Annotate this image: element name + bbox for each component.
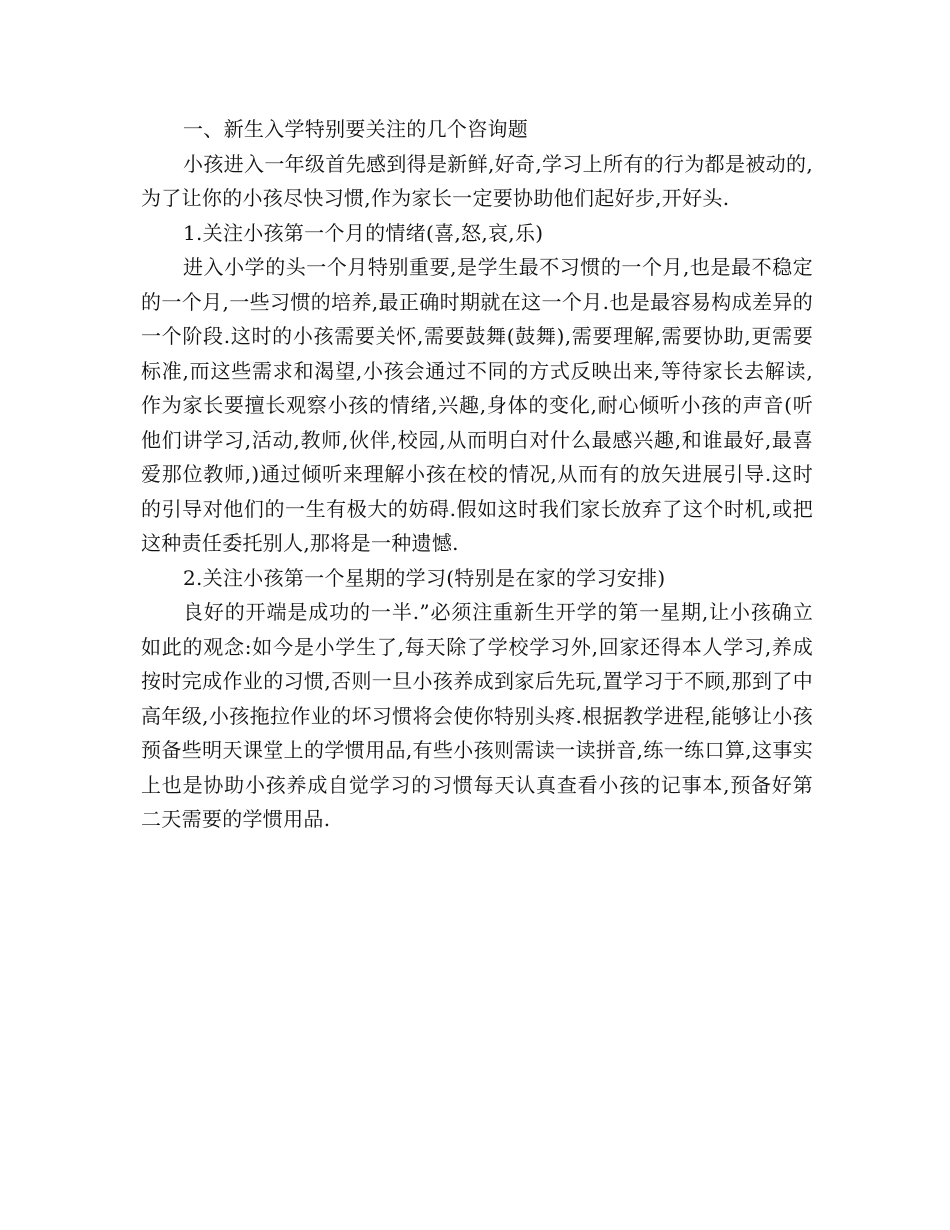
subheading-first-month: 1.关注小孩第一个月的情绪(喜,怒,哀,乐) xyxy=(183,220,544,245)
subheading-first-week: 2.关注小孩第一个星期的学习(特别是在家的学习安排) xyxy=(183,565,666,590)
section-heading: 一、新生入学特别要关注的几个咨询题 xyxy=(183,117,529,141)
first-month-paragraph: 进入小学的头一个月特别重要,是学生最不习惯的一个月,也是最不稳定的一个月,一些习惯的培养,最正确时期就在这一个月.也是最容易构成差异的一个阶段.这时的小孩需要关怀,需要鼓舞(鼓舞),需要理解,需要协助,更需要标准,而这些需求和渴望,小孩会通过不同的方式反映出来,等待家长去解读,作为家长要擅长观察小孩的情绪,兴趣,身体的变化,耐心倾听小孩的声音(听他们讲学习,活动,教师,伙伴,校园,从而明白对什么最感兴趣,和谁最好,最喜爱那位教师,)通过倾听来理解小孩在校的情况,从而有的放矢进展引导.这时的引导对他们的一生有极大的妨碍.假如这时我们家长放弃了这个时机,或把这种责任委托别人,那将是一种遗憾. xyxy=(141,255,813,555)
document-page xyxy=(141,112,813,837)
intro-paragraph: 小孩进入一年级首先感到得是新鲜,好奇,学习上所有的行为都是被动的,为了让你的小孩尽快习惯,作为家长一定要协助他们起好步,开好头. xyxy=(141,151,813,210)
first-week-paragraph: 良好的开端是成功的一半.”必须注重新生开学的第一星期,让小孩确立如此的观念:如今是小学生了,每天除了学校学习外,回家还得本人学习,养成按时完成作业的习惯,否则一旦小孩养成到家后先玩,置学习于不顾,那到了中高年级,小孩拖拉作业的坏习惯将会使你特别头疼.根据教学进程,能够让小孩预备些明天课堂上的学惯用品,有些小孩则需读一读拼音,练一练口算,这事实上也是协助小孩养成自觉学习的习惯每天认真查看小孩的记事本,预备好第二天需要的学惯用品. xyxy=(141,600,813,831)
